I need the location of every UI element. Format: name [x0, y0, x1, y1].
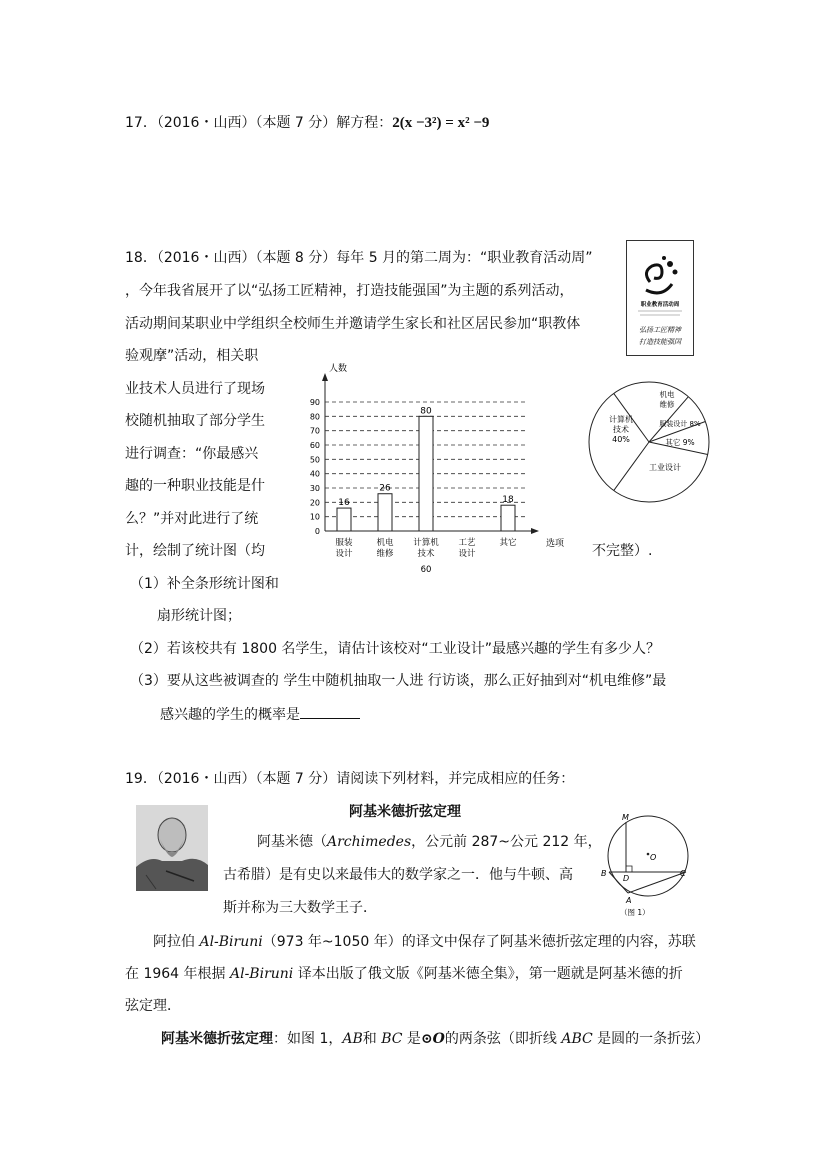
bar-data-label: 18: [502, 495, 514, 506]
y-axis-arrow: [322, 373, 328, 381]
label-a: A: [626, 896, 632, 905]
figure-1-circle: [598, 806, 690, 918]
q18-line-1: 18．（2016・山西）（本题 8 分）每年 5 月的第二周为：“职业教育活动周”: [125, 250, 593, 266]
poster-image: [626, 240, 694, 356]
label-d: D: [623, 874, 630, 883]
archimedes-portrait: [136, 805, 208, 891]
q17-equation: 2(x −3²) = x² −9: [392, 115, 490, 131]
p5-d: 是圆的一条折弦）: [592, 1031, 710, 1047]
label-b: B: [601, 869, 607, 878]
bar-data-label: 26: [379, 483, 391, 494]
y-tick-label: 10: [309, 512, 320, 522]
y-tick-label: 30: [309, 484, 320, 493]
pie-slice-label: 工业设计: [649, 463, 681, 472]
x-tick-label: 其它: [499, 538, 517, 548]
q18-sub3-a: （3）要从这些被调查的 学生中随机抽取一人进 行访谈，那么正好抽到对“机电维修”最: [130, 673, 667, 689]
q18-line-2: ，今年我省展开了以“弘扬工匠精神，打造技能强国”为主题的系列活动，: [125, 283, 574, 299]
right-angle-mark: [626, 866, 632, 872]
label-c: C: [680, 869, 686, 878]
pie-slice-label: 技术: [613, 425, 629, 434]
q18-sub1-b: 扇形统计图；: [157, 608, 241, 624]
y-tick-label: 40: [309, 469, 320, 479]
pie-slice-label: 服装设计 8%: [659, 420, 701, 428]
figure-caption: （图 1）: [620, 908, 650, 917]
x-axis-label: 选项: [546, 539, 565, 549]
q19-para-5: [161, 1029, 709, 1049]
chart-footnote: 60: [420, 565, 432, 575]
pie-slice-label: 40%: [612, 435, 630, 444]
y-tick-label: 60: [309, 441, 320, 450]
q18-line-5: 业技术人员进行了现场: [125, 381, 265, 397]
label-m: M: [622, 813, 629, 822]
question-17: [125, 113, 489, 133]
q18-line-10: 计，绘制了统计图（均: [125, 543, 265, 559]
q18-line-4: 验观摩”活动，相关职: [125, 348, 259, 364]
x-tick-label: 计算机: [413, 538, 439, 548]
y-tick-label: 50: [309, 455, 320, 465]
q18-line-7: 进行调查：“你最感兴: [125, 446, 259, 462]
y-tick-label: 20: [309, 498, 320, 508]
x-tick-label: 设计: [458, 549, 476, 559]
p5-abc: ABC: [561, 1031, 593, 1047]
p2-name: Al-Biruni: [199, 934, 263, 950]
p5-c: 的两条弦（即折线: [444, 1031, 562, 1047]
x-tick-label: 维修: [376, 549, 394, 559]
p5-a: ：如图 1，: [273, 1031, 343, 1047]
bar: [419, 416, 433, 531]
q19-bio-2: 古希腊）是有史以来最伟大的数学家之一．他与牛顿、高: [223, 867, 573, 883]
x-tick-label: 技术: [417, 549, 435, 559]
y-tick-label: 0: [314, 527, 320, 536]
p5-bc: BC: [381, 1031, 403, 1047]
p2-b: （973 年~1050 年）的译文中保存了阿基米德折弦定理的内容，苏联: [262, 934, 696, 950]
p3-b: 译本出版了俄文版《阿基米德全集》，第一题就是阿基米德的折: [293, 966, 683, 982]
q18-line-8: 趣的一种职业技能是什: [125, 478, 265, 494]
q19-para-4: 弦定理．: [125, 998, 181, 1014]
p5-circle: ⊙O: [420, 1031, 445, 1047]
x-tick-label: 工艺: [458, 538, 476, 548]
theorem-name: 阿基米德折弦定理: [161, 1031, 273, 1047]
p3-name: Al-Biruni: [229, 966, 294, 982]
answer-blank[interactable]: [300, 704, 360, 719]
bio1-name: Archimedes: [327, 834, 412, 850]
bio1-pre: 阿基米德（: [257, 834, 327, 850]
pie-slice-label: 维修: [659, 400, 675, 409]
p5-and: 和: [362, 1031, 382, 1047]
y-tick-label: 80: [309, 412, 320, 422]
bar-data-label: 80: [420, 406, 432, 417]
bar: [378, 494, 392, 531]
pie-slice-label: 机电: [659, 390, 675, 399]
bar-chart: [300, 355, 590, 580]
bar: [337, 508, 351, 531]
poster-title: 职业教育活动周: [640, 302, 680, 308]
q18-line-9: 么？”并对此进行了统: [125, 511, 259, 527]
bar-data-label: 16: [338, 498, 350, 509]
x-tick-label: 服装: [335, 538, 353, 548]
bio1-post: ，公元前 287~公元 212 年，: [411, 834, 602, 850]
q18-sub3-b: [160, 704, 360, 725]
q19-header: 19．（2016・山西）（本题 7 分）请阅读下列材料，并完成相应的任务：: [125, 771, 575, 787]
center-point: [647, 853, 650, 856]
poster-slogan-2: 打造技能强国: [639, 338, 681, 346]
q18-incomplete: 不完整）.: [592, 543, 653, 559]
label-o: O: [650, 853, 657, 862]
p5-b: 是: [402, 1031, 421, 1047]
poster-slogan-1: 弘扬工匠精神: [639, 326, 681, 334]
p5-ab: AB: [342, 1031, 363, 1047]
y-tick-label: 90: [309, 398, 320, 407]
q18-sub2: （2）若该校共有 1800 名学生，请估计该校对“工业设计”最感兴趣的学生有多少人？: [130, 641, 660, 657]
q19-para-3: [125, 964, 683, 984]
x-axis-arrow: [531, 528, 539, 534]
pie-slice-label: 其它 9%: [665, 438, 695, 447]
x-tick-label: 机电: [376, 538, 394, 548]
q18-sub3-text: 感兴趣的学生的概率是: [160, 707, 300, 723]
pie-slice-label: 计算机: [609, 415, 633, 424]
y-axis-label: 人数: [329, 364, 348, 374]
q18-line-3: 活动期间某职业中学组织全校师生并邀请学生家长和社区居民参加“职教体: [125, 316, 581, 332]
q19-bio-3: 斯并称为三大数学王子．: [223, 900, 377, 916]
pie-chart: [585, 378, 713, 506]
q18-line-6: 校随机抽取了部分学生: [125, 413, 265, 429]
p3-a: 在 1964 年根据: [125, 966, 230, 982]
q19-bio-1: [257, 832, 602, 852]
p2-a: 阿拉伯: [153, 934, 200, 950]
q19-title: 阿基米德折弦定理: [349, 804, 461, 820]
q19-para-2: [153, 932, 696, 952]
q17-lead: 17．（2016・山西）（本题 7 分）解方程：: [125, 115, 393, 131]
bar: [501, 505, 515, 531]
x-tick-label: 设计: [335, 549, 353, 559]
y-tick-label: 70: [309, 426, 320, 436]
q18-sub1-a: （1）补全条形统计图和: [130, 576, 279, 592]
